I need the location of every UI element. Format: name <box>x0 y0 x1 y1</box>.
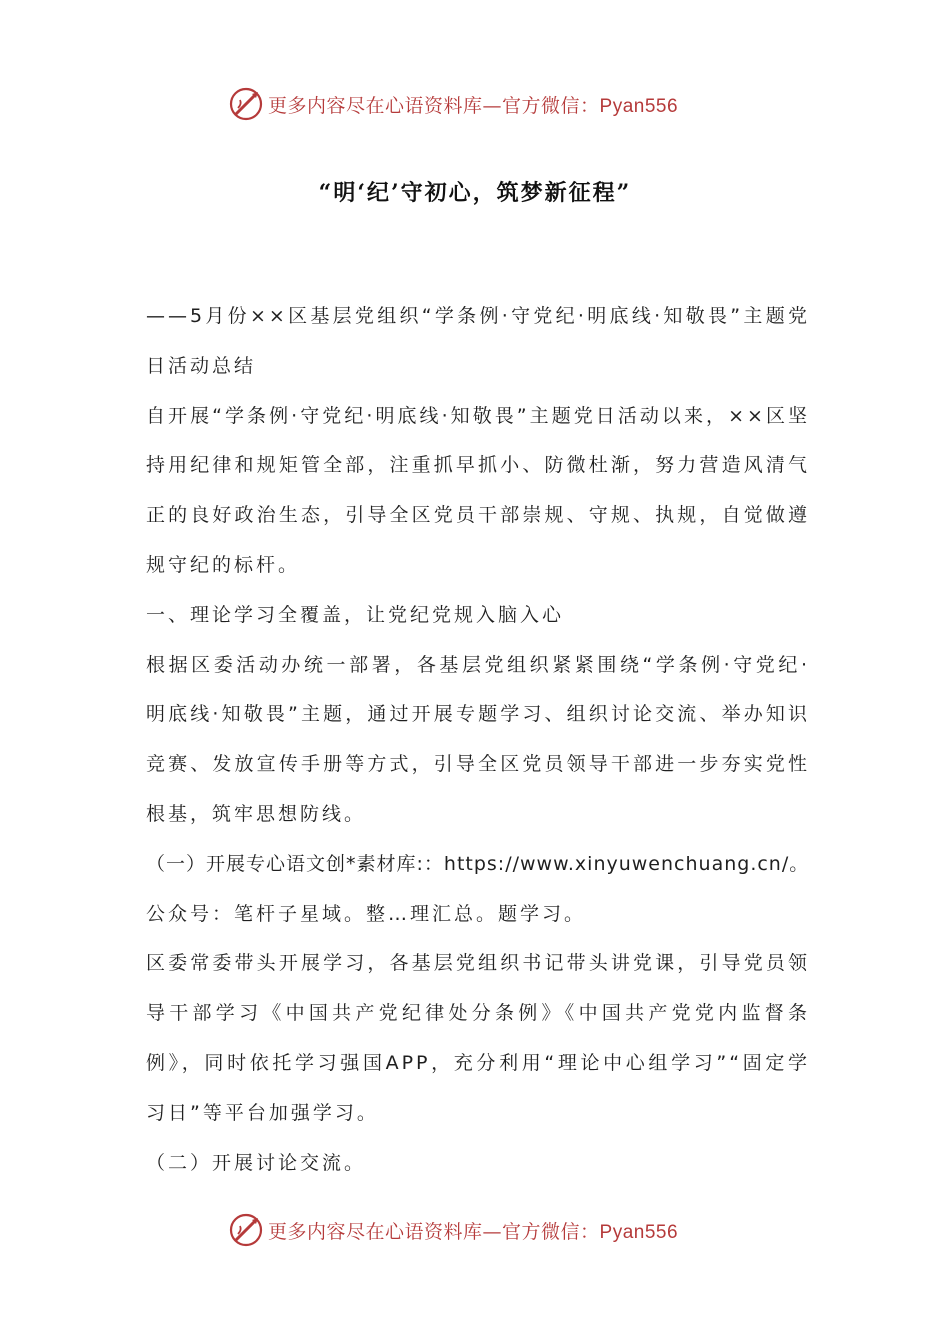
subtitle-paragraph: ——5月份××区基层党组织“学条例·守党纪·明底线·知敬畏”主题党日活动总结 <box>146 305 810 377</box>
watermark-wechat-id: Pyan556 <box>599 1221 679 1243</box>
intro-paragraph: 自开展“学条例·守党纪·明底线·知敬畏”主题党日活动以来，××区坚持用纪律和规矩管全部，注重抓早抓小、防微杜渐，努力营造风清气正的良好政治生态，引导全区党员干部崇规、守规、执规，自觉做遵规守纪的标杆。 <box>146 404 810 576</box>
pen-logo-icon <box>228 1212 264 1248</box>
watermark-text: 更多内容尽在心语资料库—官方微信：Pyan556 <box>268 94 679 117</box>
body-paragraph: 公众号：笔杆子星域。整…理汇总。题学习。 <box>146 902 587 925</box>
subsection-heading: （二）开展讨论交流。 <box>146 1151 367 1174</box>
pen-logo-icon <box>228 86 264 122</box>
subsection-heading: （一）开展专心语文创*素材库:：https://www.xinyuwenchuang.cn/。 <box>146 852 810 875</box>
section-heading: 一、理论学习全覆盖，让党纪党规入脑入心 <box>146 603 565 626</box>
document-body <box>146 292 810 1188</box>
watermark-wechat-id: Pyan556 <box>599 95 679 117</box>
body-paragraph: 根据区委活动办统一部署，各基层党组织紧紧围绕“学条例·守党纪·明底线·知敬畏”主题，通过开展专题学习、组织讨论交流、举办知识竞赛、发放宣传手册等方式，引导全区党员领导干部进一步夯实党性根基，筑牢思想防线。 <box>146 653 810 825</box>
body-paragraph: 区委常委带头开展学习，各基层党组织书记带头讲党课，引导党员领导干部学习《中国共产党纪律处分条例》《中国共产党党内监督条例》，同时依托学习强国APP，充分利用“理论中心组学习”“固定学习日”等平台加强学习。 <box>146 952 810 1124</box>
document-title: “明‘纪’守初心，筑梦新征程” <box>318 180 632 206</box>
watermark-text: 更多内容尽在心语资料库—官方微信：Pyan556 <box>268 1220 679 1243</box>
header-watermark <box>228 84 678 124</box>
footer-watermark <box>228 1210 678 1250</box>
